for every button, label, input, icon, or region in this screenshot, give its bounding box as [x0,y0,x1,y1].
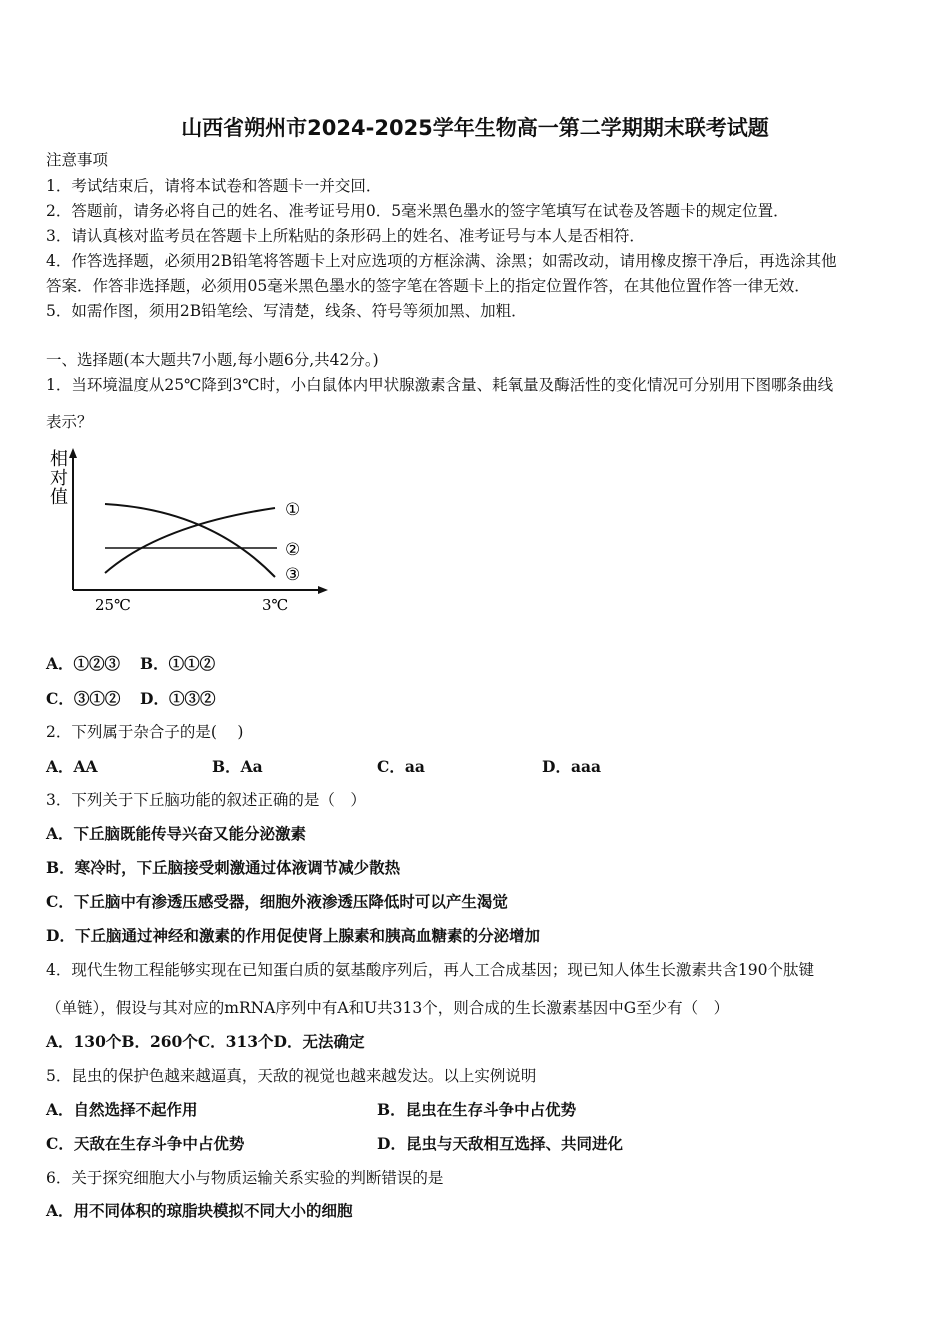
q5-option-b[interactable]: B．昆虫在生存斗争中占优势 [377,1100,577,1119]
q2-option-c[interactable]: C．aa [377,757,425,776]
question-4-stem: 4．现代生物工程能够实现在已知蛋白质的氨基酸序列后，再人工合成基因；现已知人体生长激素共含190个肽键 [46,961,814,979]
q3-option-c[interactable]: C．下丘脑中有渗透压感受器，细胞外液渗透压降低时可以产生渴觉 [46,892,508,911]
q2-option-d[interactable]: D．aaa [542,757,602,776]
question-4-stem-cont: （单链），假设与其对应的mRNA序列中有A和U共313个，则合成的生长激素基因中G至少有（ ） [46,999,730,1017]
notice-heading: 注意事项 [46,151,109,169]
x-end-label: 3℃ [262,596,289,614]
q5-option-d[interactable]: D．昆虫与天敌相互选择、共同进化 [377,1134,623,1153]
notice-item: 3．请认真核对监考员在答题卡上所粘贴的条形码上的姓名、准考证号与本人是否相符． [46,227,645,245]
q5-option-a[interactable]: A．自然选择不起作用 [46,1100,198,1119]
q3-option-a[interactable]: A．下丘脑既能传导兴奋又能分泌激素 [46,824,307,843]
q1-option-a[interactable]: A．①②③ [46,654,121,673]
question-3-stem: 3．下列关于下丘脑功能的叙述正确的是（ ） [46,791,366,809]
curve-3 [105,504,275,577]
question-5-stem: 5．昆虫的保护色越来越逼真，天敌的视觉也越来越发达。以上实例说明 [46,1067,537,1085]
notice-item: 答案．作答非选择题，必须用05毫米黑色墨水的签字笔在答题卡上的指定位置作答，在其他位置作答一律无效． [46,277,810,295]
q3-option-b[interactable]: B．寒冷时，下丘脑接受刺激通过体液调节减少散热 [46,858,401,877]
curve-1 [105,508,275,573]
notice-item: 1．考试结束后，请将本试卷和答题卡一并交回． [46,177,382,195]
x-start-label: 25℃ [95,596,131,614]
curve-label-2: ② [285,540,301,560]
question-1-graph [40,440,340,625]
q1-option-d[interactable]: D．①③② [140,689,216,708]
q1-option-c[interactable]: C．③①② [46,689,121,708]
q1-option-b[interactable]: B．①①② [140,654,216,673]
notice-item: 4．作答选择题，必须用2B铅笔将答题卡上对应选项的方框涂满、涂黑；如需改动，请用橡皮擦干净后，再选涂其他 [46,252,837,270]
q6-option-a[interactable]: A．用不同体积的琼脂块模拟不同大小的细胞 [46,1201,353,1220]
curve-label-3: ③ [285,565,301,585]
q2-option-a[interactable]: A．AA [46,757,98,776]
question-1-stem: 1．当环境温度从25℃降到3℃时，小白鼠体内甲状腺激素含量、耗氧量及酶活性的变化情况可分别用下图哪条曲线 [46,376,834,394]
q2-option-b[interactable]: B．Aa [212,757,263,776]
curve-label-1: ① [285,500,301,520]
q4-options[interactable]: A．130个B．260个C．313个D．无法确定 [46,1032,365,1051]
question-2-stem: 2．下列属于杂合子的是( ) [46,723,244,741]
notice-item: 2．答题前，请务必将自己的姓名、准考证号用0．5毫米黑色墨水的签字笔填写在试卷及答题卡的规定位置． [46,202,789,220]
q5-option-c[interactable]: C．天敌在生存斗争中占优势 [46,1134,245,1153]
x-axis-arrow [318,586,328,594]
q3-option-d[interactable]: D．下丘脑通过神经和激素的作用促使肾上腺素和胰高血糖素的分泌增加 [46,926,540,945]
notice-item: 5．如需作图，须用2B铅笔绘、写清楚，线条、符号等须加黑、加粗． [46,302,527,320]
question-1-stem-cont: 表示？ [46,413,93,431]
page-title: 山西省朔州市2024-2025学年生物高一第二学期期末联考试题 [181,116,769,140]
question-6-stem: 6．关于探究细胞大小与物质运输关系实验的判断错误的是 [46,1169,444,1187]
section-heading: 一、选择题(本大题共7小题,每小题6分,共42分。) [46,351,379,369]
y-axis-arrow [69,448,77,458]
graph-ylabel: 相对值 [50,449,68,508]
